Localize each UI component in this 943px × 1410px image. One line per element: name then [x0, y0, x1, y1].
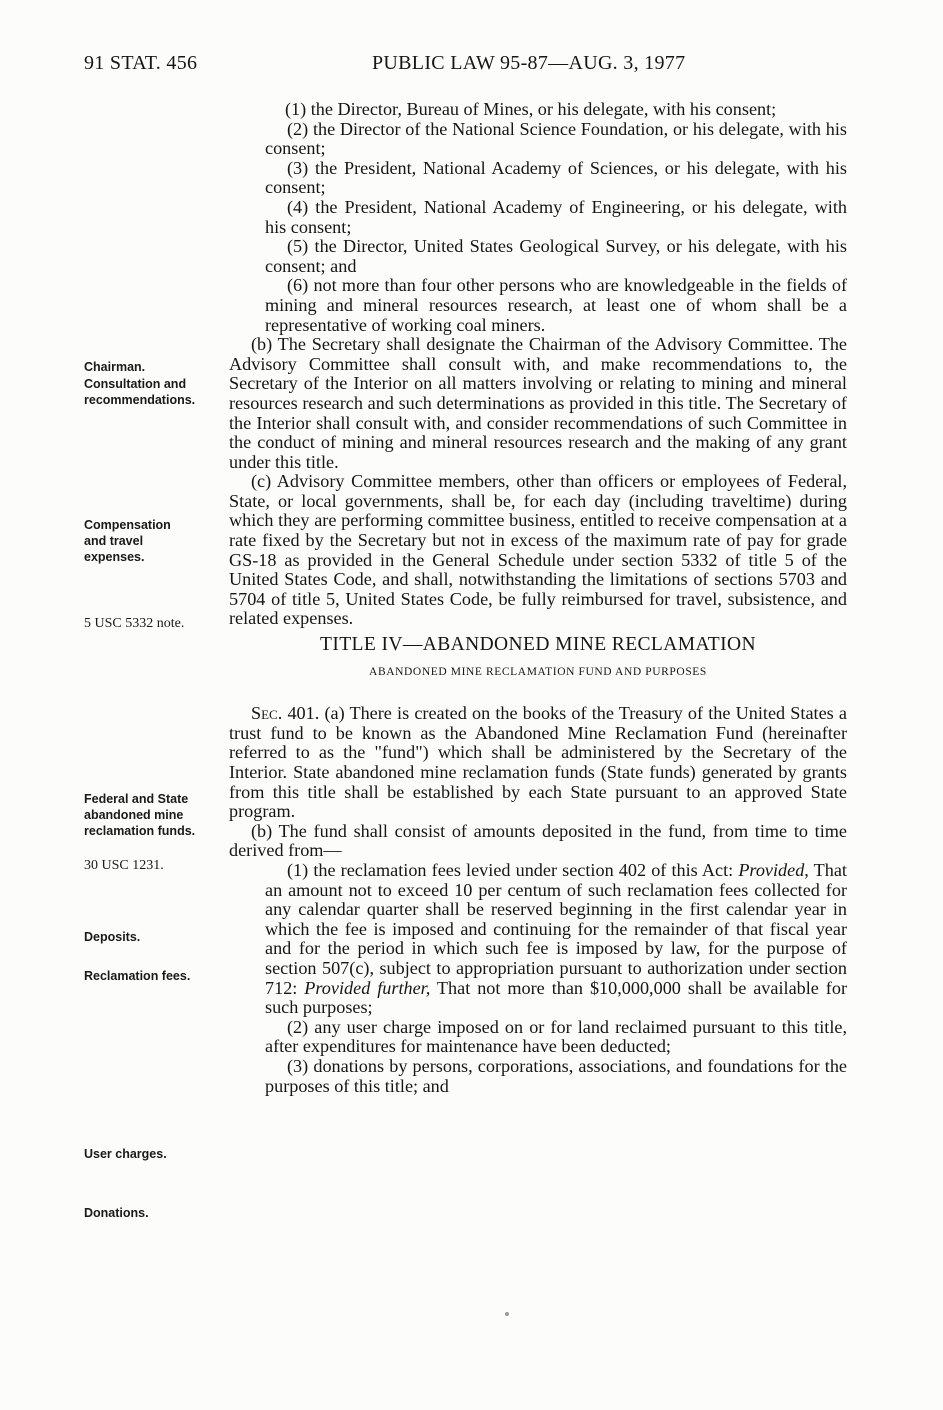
list-item: (1) the Director, Bureau of Mines, or his delegate, with his consent;	[285, 99, 777, 119]
paragraph-b: (b) The Secretary shall designate the Chairman of the Advisory Committee. The Advisory Committee shall consult with, and make recommendations to, the Secretary of the Interior on all matters involving or relating to mining and mineral resources research and such determinations as provided in this title. The Secretary of the Interior shall consult with, and consider recommendations of such Committee in the conduct of mining and mineral resources research and the making of any grant under this title.	[229, 334, 847, 472]
list-item: (5) the Director, United States Geological Survey, or his delegate, with his consent; and	[265, 236, 847, 276]
body-text	[229, 100, 847, 1096]
scan-speck	[505, 1312, 509, 1316]
title-heading: TITLE IV—ABANDONED MINE RECLAMATION	[320, 634, 756, 656]
margin-note-usc1231: 30 USC 1231.	[84, 858, 164, 873]
sec401-item-3: (3) donations by persons, corporations, associations, and foundations for the purposes of this title; and	[265, 1055, 847, 1096]
sec401-item-1: (1) the reclamation fees levied under section 402 of this Act: Provided, That an amount not to exceed 10 per centum of such reclamation fees collected for any calendar quarter shall be reserved beginning in the first calendar year in which the fee is imposed and continuing for the remainder of that fiscal year and for the period in which such fee is imposed by law, for the purpose of section 507(c), subject to appropriation pursuant to authorization under section 712: Provided further, That not more than $10,000,000 shall be available for such purposes;	[265, 859, 848, 1018]
page-stat-number: 91 STAT. 456	[84, 52, 198, 74]
margin-note-federal-state: Federal and State abandoned mine reclamation funds.	[84, 792, 196, 838]
sec401-item-2: (2) any user charge imposed on or for land reclaimed pursuant to this title, after expenditures for maintenance have been deducted;	[265, 1016, 847, 1057]
margin-note-compensation: Compensation and travel expenses.	[84, 518, 171, 564]
sec401-b: (b) The fund shall consist of amounts deposited in the fund, from time to time derived from—	[229, 820, 847, 861]
margin-note-reclamation-fees: Reclamation fees.	[84, 969, 191, 983]
list-item: (3) the President, National Academy of Sciences, or his delegate, with his consent;	[265, 157, 847, 198]
margin-note-chairman: Chairman.	[84, 360, 146, 374]
margin-note-consultation: Consultation and recommendations.	[84, 377, 196, 407]
margin-note-deposits: Deposits.	[84, 930, 141, 944]
sec401-a: Sec. 401. (a) There is created on the books of the Treasury of the United States a trust fund to be known as the Abandoned Mine Reclamation Fund (hereinafter referred to as the "fund") which shall be administered by the Secretary of the Interior. State abandoned mine reclamation funds (State funds) generated by grants from this title shall be established by each State pursuant to an approved State program.	[229, 703, 847, 822]
margin-note-user-charges: User charges.	[84, 1147, 167, 1161]
page-header-title: PUBLIC LAW 95-87—AUG. 3, 1977	[372, 52, 686, 74]
section-subtitle: ABANDONED MINE RECLAMATION FUND AND PURPOSES	[369, 665, 707, 678]
margin-note-donations: Donations.	[84, 1206, 149, 1220]
paragraph-c: (c) Advisory Committee members, other than officers or employees of Federal, State, or local governments, shall be, for each day (including traveltime) during which they are performing committee business, entitled to receive compensation at a rate fixed by the Secretary but not in excess of the maximum rate of pay for grade GS-18 as provided in the General Schedule under section 5332 of title 5 of the United States Code, and shall, notwithstanding the limitations of sections 5703 and 5704 of title 5, United States Code, be fully reimbursed for travel, subsistence, and related expenses.	[229, 471, 847, 629]
list-item: (6) not more than four other persons who are knowledgeable in the fields of mining and mineral resources research, at least one of whom shall be a representative of working coal miners.	[265, 275, 847, 335]
list-item: (4) the President, National Academy of Engineering, or his delegate, with his consent;	[265, 196, 847, 237]
margin-note-usc5332: 5 USC 5332 note.	[84, 616, 185, 631]
list-item: (2) the Director of the National Science Foundation, or his delegate, with his consent;	[265, 118, 847, 159]
